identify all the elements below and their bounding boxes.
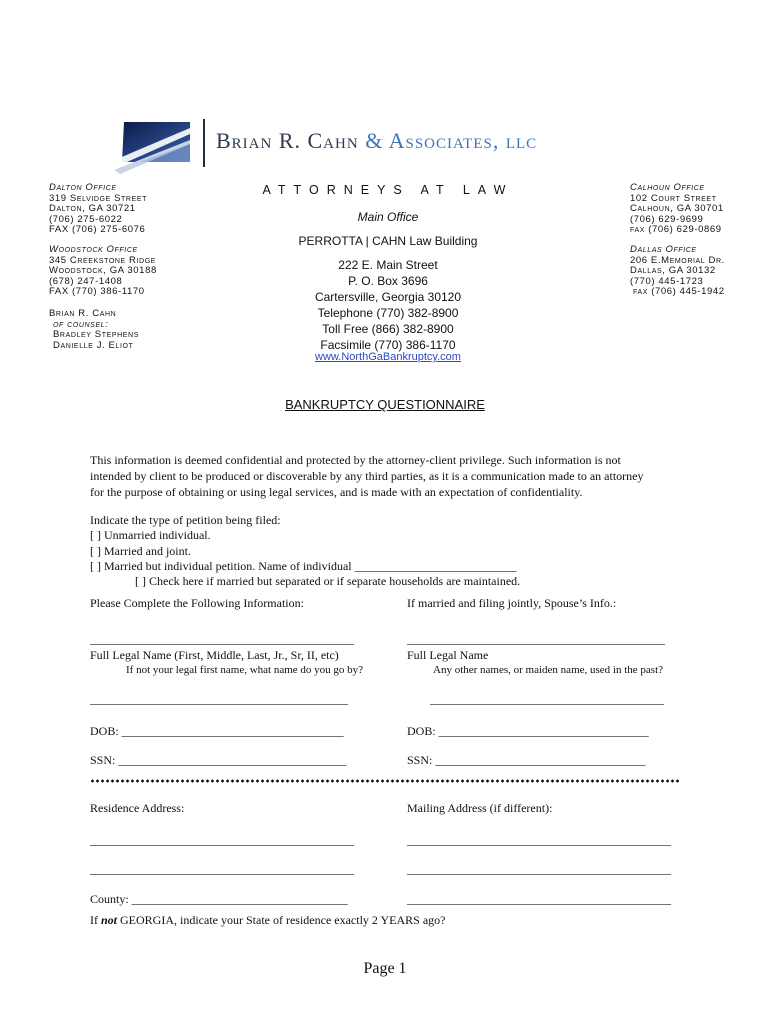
office-line: 345 Creekstone Ridge bbox=[49, 254, 157, 266]
logo-divider bbox=[203, 119, 205, 167]
address-line: P. O. Box 3696 bbox=[348, 274, 428, 288]
spouse-dob-field[interactable]: DOB: ___________________________________ bbox=[407, 724, 649, 738]
debtor-alias-field[interactable]: ___________________________________________ bbox=[90, 692, 348, 706]
spouse-name-field[interactable]: ___________________________________________ bbox=[407, 632, 665, 646]
main-office-address bbox=[250, 257, 526, 353]
office-title: Dalton Office bbox=[49, 182, 117, 193]
office-line: 102 Court Street bbox=[630, 192, 717, 204]
spouse-ssn-field[interactable]: SSN: ___________________________________ bbox=[407, 753, 646, 767]
office-line: 319 Selvidge Street bbox=[49, 192, 147, 204]
prior-state-prefix: If bbox=[90, 913, 101, 927]
spouse-info-heading: If married and filing jointly, Spouse’s Info.: bbox=[407, 596, 617, 610]
office-title: Woodstock Office bbox=[49, 244, 138, 255]
debtor-alias-prompt: If not your legal first name, what name do you go by? bbox=[126, 664, 364, 676]
counsel-line: Bradley Stephens bbox=[53, 329, 139, 340]
notice-line: intended by client to be produced or discoverable by any third parties, as it is a communication made to an attorney bbox=[90, 469, 644, 483]
counsel-line: Brian R. Cahn bbox=[49, 308, 117, 319]
dallas-office bbox=[630, 245, 725, 298]
firm-name-secondary: & Associates, llc bbox=[365, 128, 538, 153]
mailing-address-label: Mailing Address (if different): bbox=[407, 801, 553, 815]
address-line: Facsimile (770) 386-1170 bbox=[320, 338, 456, 352]
mailing-address-line[interactable]: ____________________________________________ bbox=[407, 862, 671, 876]
prior-state-suffix: GEORGIA, indicate your State of residence exactly 2 YEARS ago? bbox=[117, 913, 446, 927]
petition-section bbox=[90, 513, 520, 589]
address-line: Toll Free (866) 382-8900 bbox=[322, 322, 454, 336]
office-line: Dalton, GA 30721 bbox=[49, 203, 136, 214]
website-link[interactable]: www.NorthGaBankruptcy.com bbox=[315, 351, 461, 363]
notice-line: This information is deemed confidential and protected by the attorney-client privilege. Such information is not bbox=[90, 453, 621, 467]
address-line: 222 E. Main Street bbox=[338, 258, 438, 272]
confidentiality-notice bbox=[90, 452, 644, 500]
petition-prompt: Indicate the type of petition being filed: bbox=[90, 513, 281, 527]
office-line: (706) 629-9699 bbox=[630, 213, 704, 225]
residence-address-label: Residence Address: bbox=[90, 801, 185, 815]
office-line: FAX (770) 386-1170 bbox=[49, 286, 145, 297]
debtor-ssn-field[interactable]: SSN: ______________________________________ bbox=[90, 753, 347, 767]
office-line: fax (706) 445-1942 bbox=[633, 286, 725, 297]
calhoun-office bbox=[630, 183, 724, 236]
mailing-address-line[interactable]: ____________________________________________ bbox=[407, 833, 671, 847]
counsel-line: of counsel: bbox=[53, 318, 109, 330]
spouse-alias-prompt: Any other names, or maiden name, used in the past? bbox=[433, 664, 664, 676]
office-line: Calhoun, GA 30701 bbox=[630, 203, 724, 214]
residence-address-line[interactable]: ____________________________________________ bbox=[90, 862, 354, 876]
separated-checkbox[interactable]: [ ] Check here if married but separated or if separate households are maintained. bbox=[135, 574, 521, 589]
petition-option-joint[interactable]: [ ] Married and joint. bbox=[90, 543, 191, 558]
woodstock-office bbox=[49, 245, 157, 298]
petition-option-unmarried[interactable]: [ ] Unmarried individual. bbox=[90, 528, 211, 543]
office-title: Calhoun Office bbox=[630, 182, 705, 193]
notice-line: for the purpose of obtaining or using legal services, and is made with an expectation of confidentiality. bbox=[90, 485, 583, 499]
dotted-divider bbox=[90, 779, 680, 783]
office-line: Dallas, GA 30132 bbox=[630, 265, 716, 276]
office-title: Dallas Office bbox=[630, 244, 697, 255]
office-line: fax (706) 629-0869 bbox=[630, 224, 722, 235]
firm-name-primary: Brian R. Cahn bbox=[216, 128, 359, 153]
debtor-dob-field[interactable]: DOB: _____________________________________ bbox=[90, 724, 344, 738]
dalton-office bbox=[49, 183, 147, 236]
firm-logo bbox=[110, 118, 192, 176]
debtor-info-heading: Please Complete the Following Information: bbox=[90, 596, 304, 610]
address-line: Telephone (770) 382-8900 bbox=[317, 306, 459, 320]
questionnaire-title: BANKRUPTCY QUESTIONNAIRE bbox=[285, 397, 485, 412]
mailing-address-line[interactable]: ____________________________________________ bbox=[407, 892, 671, 906]
residence-address-line[interactable]: ____________________________________________ bbox=[90, 833, 354, 847]
office-line: 206 E.Memorial Dr. bbox=[630, 254, 725, 266]
address-line: Cartersville, Georgia 30120 bbox=[314, 290, 462, 304]
prior-state-question bbox=[90, 913, 445, 928]
spouse-name-label: Full Legal Name bbox=[407, 648, 489, 662]
building-name: PERROTTA | CAHN Law Building bbox=[298, 234, 478, 248]
page-number: Page 1 bbox=[363, 960, 407, 977]
office-line: Woodstock, GA 30188 bbox=[49, 265, 157, 276]
office-line: (706) 275-6022 bbox=[49, 213, 123, 225]
office-line: FAX (706) 275-6076 bbox=[49, 224, 146, 235]
tagline: ATTORNEYS AT LAW bbox=[262, 183, 514, 197]
main-office-label: Main Office bbox=[357, 210, 419, 224]
counsel-block bbox=[49, 309, 139, 351]
county-field[interactable]: County: ____________________________________ bbox=[90, 892, 348, 906]
spouse-alias-field[interactable]: _______________________________________ bbox=[430, 692, 664, 706]
counsel-line: Danielle J. Eliot bbox=[53, 339, 134, 351]
office-line: (770) 445-1723 bbox=[630, 275, 704, 287]
prior-state-not: not bbox=[101, 913, 118, 927]
petition-option-individual[interactable]: [ ] Married but individual petition. Name of individual ___________________________ bbox=[90, 558, 517, 573]
debtor-name-field[interactable]: ____________________________________________ bbox=[90, 632, 354, 646]
office-line: (678) 247-1408 bbox=[49, 275, 123, 287]
firm-name bbox=[216, 128, 537, 154]
debtor-name-label: Full Legal Name (First, Middle, Last, Jr., Sr, II, etc) bbox=[90, 648, 339, 662]
